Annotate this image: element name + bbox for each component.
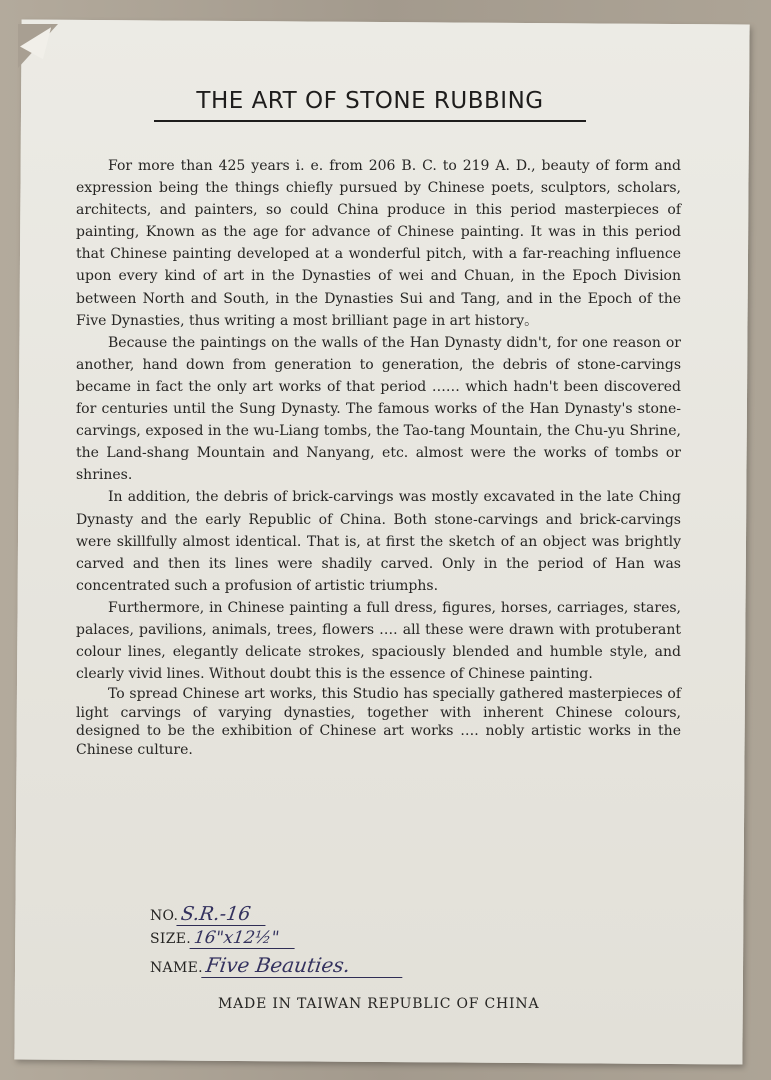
paragraph-han-paintings: Because the paintings on the walls of the Han Dynasty didn't, for one reason or another, hand down from generation to generation, the debris of stone-carvings became in fact the only art works of that period …… which hadn't been discovered for centuries until the Sung Dynasty. The famous works of the Han Dynasty's stone-carvings, exposed in the wu-Liang tombs, the Tao-tang Mountain, the Chu-yu Shrine, the Land-shang Mountain and Nanyang, etc. almost were the works of tombs or shrines.	[76, 334, 681, 484]
item-name-label: NAME.	[150, 960, 203, 976]
paragraph-history: For more than 425 years i. e. from 206 B. C. to 219 A. D., beauty of form and expression being the things chiefly pursued by Chinese poets, sculptors, scholars, architects, and painters, so could China produce in this period masterpieces of painting, Known as the age for advance of Chinese painting. It was in this period that Chinese painting developed at a wonderful pitch, with a far-reaching influence upon every kind of art in the Dynasties of wei and Chuan, in the Epoch Division between North and South, in the Dynasties Sui and Tang, and in the Epoch of the Five Dynasties, thus writing a most brilliant page in art history。	[76, 158, 681, 329]
document-body	[76, 155, 681, 759]
document-title: THE ART OF STONE RUBBING	[154, 88, 586, 122]
paragraph-studio: To spread Chinese art works, this Studio has specially gathered masterpieces of light carvings of varying dynasties, together with inherent Chinese colours, designed to be the exhibition of Chinese art works …. nobly artistic works in the Chinese culture.	[76, 686, 681, 758]
item-number-value: S.R.-16	[177, 903, 269, 926]
item-size-row	[150, 928, 404, 953]
item-size-value: 16"x12½"	[190, 928, 298, 949]
paragraph-brick-carvings: In addition, the debris of brick-carvings was mostly excavated in the late Ching Dynasty and the early Republic of China. Both stone-carvings and brick-carvings were skillfully almost identical. That is, at first the sketch of an object was brightly carved and then its lines were shadily carved. Only in the period of Han was concentrated such a profusion of artistic triumphs.	[76, 489, 681, 594]
item-number-label: NO.	[150, 908, 179, 924]
item-number-row	[150, 903, 404, 928]
paragraph-chinese-painting: Furthermore, in Chinese painting a full dress, figures, horses, carriages, stares, palaces, pavilions, animals, trees, flowers …. all these were drawn with protuberant colour lines, elegantly delicate strokes, spaciously blended and humble style, and clearly vivid lines. Without doubt this is the essence of Chinese painting.	[76, 599, 681, 683]
item-details	[150, 903, 404, 978]
origin-line: MADE IN TAIWAN REPUBLIC OF CHINA	[218, 996, 540, 1012]
item-name-row	[150, 953, 404, 978]
item-size-label: SIZE.	[150, 931, 192, 947]
item-name-value: Five Beauties.	[201, 953, 406, 978]
